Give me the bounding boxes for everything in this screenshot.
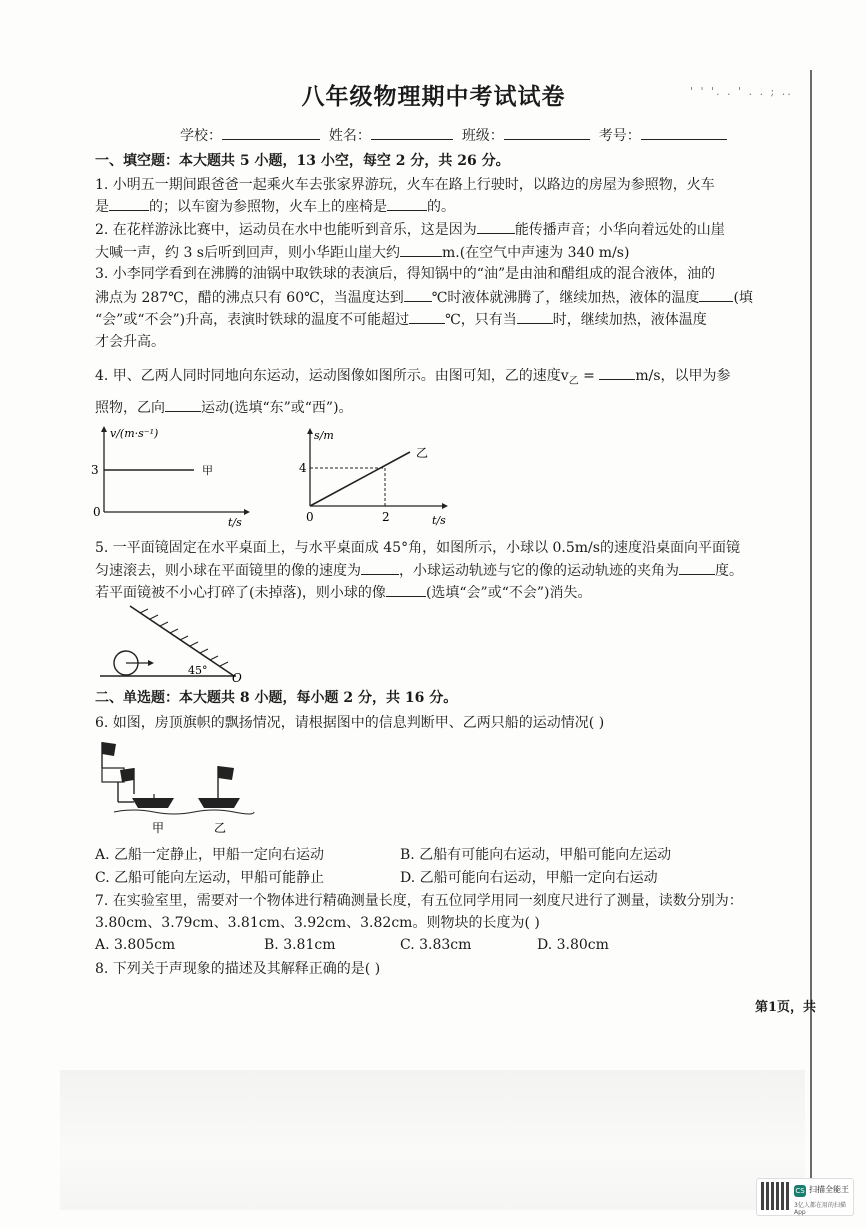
- q7-option-d: D. 3.80cm: [537, 937, 609, 953]
- q2-blank-2: [400, 243, 442, 257]
- school-blank: [222, 125, 320, 140]
- q3-text-d: “会”或“不会”)升高，表演时铁球的温度不可能超过: [95, 312, 410, 328]
- boat-flag-figure: [94, 738, 264, 838]
- q6-option-c: C. 乙船可能向左运动，甲船可能静止: [95, 870, 325, 886]
- velocity-arrowhead: [148, 660, 154, 666]
- boat1-flag: [120, 768, 134, 782]
- page-title: 八年级物理期中考试试卷: [301, 83, 566, 110]
- house-flag: [102, 742, 116, 756]
- q5-blank-3: [386, 583, 426, 597]
- q6-option-a: A. 乙船一定静止，甲船一定向右运动: [95, 847, 325, 863]
- q3-blank-4: [517, 310, 553, 324]
- q4-subscript: 乙: [568, 375, 579, 387]
- q3-text-a: 沸点为 287℃，醋的沸点只有 60℃，当温度达到: [95, 290, 404, 306]
- page-edge-line: [810, 70, 812, 1210]
- plane-mirror: [130, 606, 234, 676]
- q7-option-b: B. 3.81cm: [264, 937, 336, 953]
- st-y-arrow: [307, 428, 313, 434]
- boat1-hull: [132, 798, 174, 808]
- q2-text-pre: 2. 在花样游泳比赛中，运动员在水中也能听到音乐，这是因为: [95, 222, 477, 238]
- st-series-label: 乙: [416, 446, 429, 460]
- q1-blank-2: [387, 197, 427, 211]
- q5-text-d: 若平面镜被不小心打碎了(未掉落)，则小球的像: [95, 585, 386, 601]
- st-y-tick: 4: [299, 461, 307, 475]
- boat2-hull: [198, 798, 240, 808]
- q7-stem-line2: 3.80cm、3.79cm、3.81cm、3.92cm、3.82cm。则物块的长度为( ): [95, 915, 540, 931]
- q1-blank-1: [109, 197, 149, 211]
- q4-line1: [95, 366, 731, 391]
- q3-text-e: ℃，只有当: [445, 312, 517, 328]
- st-xlabel: t/s: [432, 514, 446, 527]
- q1-line2: [95, 197, 455, 216]
- qr-code-icon: [761, 1182, 789, 1210]
- school-label: 学校：: [180, 128, 222, 144]
- class-blank: [504, 125, 590, 140]
- q1-text-mid: 的；以车窗为参照物，火车上的座椅是: [149, 199, 387, 215]
- vt-x-arrow: [244, 509, 250, 515]
- vt-origin: 0: [93, 505, 101, 519]
- scanner-app-tagline: 3亿人都在用的扫描App: [794, 1202, 846, 1216]
- q4-text-c: 照物，乙向: [95, 400, 165, 416]
- q5-text-b: ，小球运动轨迹与它的像的运动轨迹的夹角为: [399, 563, 679, 579]
- q6-option-b: B. 乙船有可能向右运动，甲船可能向左运动: [400, 847, 672, 863]
- mirror-angle-label: 45°: [188, 664, 208, 677]
- q4-text-b: m/s，以甲为参: [635, 368, 731, 384]
- q4-text-eq: =: [578, 368, 600, 384]
- q2-text-post: 能传播声音；小华向着远处的山崖: [514, 222, 725, 238]
- scan-marks: ' ' '. . ' . . ; ..: [690, 85, 793, 98]
- boat2-label: 乙: [214, 821, 227, 835]
- q3-line2: [95, 288, 753, 307]
- q3-blank-3: [409, 310, 445, 324]
- vt-graph: [86, 424, 256, 530]
- q2-line2: [95, 243, 629, 262]
- q3-blank-2: [699, 288, 733, 302]
- q2-blank-1: [477, 220, 515, 234]
- q1-line1: 1. 小明五一期间跟爸爸一起乘火车去张家界游玩，火车在路上行驶时，以路边的房屋为参照物，火车: [95, 177, 715, 193]
- q3-line4: 才会升高。: [95, 334, 165, 350]
- q2-line1: [95, 220, 725, 239]
- q7-option-a: A. 3.805cm: [95, 937, 176, 953]
- mirror-hatching: [140, 609, 228, 666]
- vt-series-label: 甲: [202, 464, 213, 477]
- st-ylabel: s/m: [314, 429, 334, 442]
- q3-line1: 3. 小李同学看到在沸腾的油锅中取铁球的表演后，得知锅中的“油”是由油和醋组成的混合液体，油的: [95, 266, 716, 282]
- q5-line3: [95, 583, 592, 602]
- q1-text-post: 的。: [427, 199, 455, 215]
- q4-text-a: 4. 甲、乙两人同时同地向东运动，运动图像如图所示。由图可知，乙的速度v: [95, 368, 569, 384]
- boat1-label: 甲: [152, 821, 165, 835]
- mirror-point-label: O: [232, 671, 242, 684]
- q5-text-e: (选填“会”或“不会”)消失。: [425, 585, 592, 601]
- q2-text-pre2: 大喊一声，约 3 s后听到回声，则小华距山崖大约: [95, 245, 400, 261]
- q6-stem: 6. 如图，房顶旗帜的飘扬情况，请根据图中的信息判断甲、乙两只船的运动情况( ): [95, 715, 605, 731]
- class-label: 班级：: [461, 128, 504, 144]
- q6-option-d: D. 乙船可能向右运动，甲船一定向右运动: [400, 870, 658, 886]
- section2-heading: 二、单选题：本大题共 8 小题，每小题 2 分，共 16 分。: [95, 690, 458, 706]
- q5-line1: 5. 一平面镜固定在水平桌面上，与水平桌面成 45°角，如图所示，小球以 0.5m/s的速度沿桌面向平面镜: [95, 540, 740, 556]
- name-label: 姓名：: [328, 128, 371, 144]
- q3-line3: [95, 310, 707, 329]
- q7-option-c: C. 3.83cm: [400, 937, 472, 953]
- vt-y-arrow: [101, 426, 107, 432]
- q5-blank-2: [679, 561, 715, 575]
- name-blank: [371, 125, 453, 140]
- q3-text-c: (填: [733, 290, 753, 306]
- scanner-app-name: 扫描全能王: [809, 1185, 849, 1194]
- q4-text-d: 运动(选填“东”或“西”)。: [201, 400, 353, 416]
- q5-text-c: 度。: [715, 563, 743, 579]
- st-origin: 0: [306, 510, 314, 524]
- q3-text-f: 时，继续加热，液体温度: [552, 312, 707, 328]
- q3-text-b: ℃时液体就沸腾了，继续加热，液体的温度: [431, 290, 700, 306]
- vt-xlabel: t/s: [228, 516, 242, 529]
- vt-y-tick: 3: [91, 463, 99, 477]
- mirror-figure: [100, 604, 250, 684]
- q4-blank-2: [165, 398, 201, 412]
- boat2-flag: [218, 766, 234, 780]
- q5-text-a: 匀速滚去，则小球在平面镜里的像的速度为: [95, 563, 361, 579]
- st-x-arrow: [442, 503, 448, 509]
- q3-blank-1: [404, 288, 432, 302]
- q4-line2: [95, 398, 353, 417]
- student-info-row: [180, 125, 727, 145]
- scan-shadow: [60, 1070, 805, 1210]
- st-series-line: [310, 452, 410, 506]
- q8-stem: 8. 下列关于声现象的描述及其解释正确的是( ): [95, 961, 381, 977]
- water-line: [114, 810, 254, 814]
- q2-text-post2: m.(在空气中声速为 340 m/s): [442, 245, 630, 261]
- id-label: 考号：: [598, 128, 641, 144]
- st-graph: [296, 424, 456, 530]
- q1-text-pre: 是: [95, 199, 109, 215]
- scanner-watermark: [756, 1178, 854, 1216]
- section1-heading: 一、填空题：本大题共 5 小题，13 小空，每空 2 分，共 26 分。: [95, 153, 510, 169]
- vt-ylabel: v/(m·s⁻¹): [110, 427, 159, 440]
- q4-blank-1: [599, 366, 635, 380]
- page-number: 第1页，共: [755, 1000, 817, 1015]
- q7-stem-line1: 7. 在实验室里，需要对一个物体进行精确测量长度，有五位同学用同一刻度尺进行了测量，读数分别为：: [95, 893, 743, 909]
- st-x-tick: 2: [382, 510, 390, 524]
- q5-line2: [95, 561, 743, 580]
- id-blank: [641, 125, 727, 140]
- scanner-logo-icon: CS: [795, 1187, 805, 1195]
- q5-blank-1: [361, 561, 399, 575]
